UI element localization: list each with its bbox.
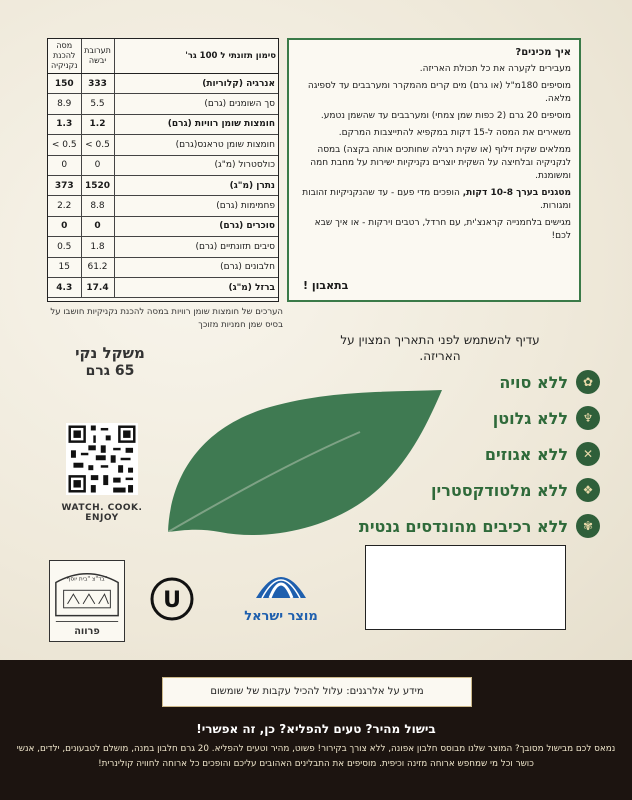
nutrient-prepared-value: 15: [48, 257, 81, 277]
nutrient-dry-value: 0: [81, 216, 114, 236]
nutrient-dry-value: 1.2: [81, 114, 114, 134]
free-from-item: [360, 508, 600, 544]
non-gmo-icon: ✾: [576, 514, 600, 538]
nutrient-prepared-value: 8.9: [48, 94, 81, 114]
nutrition-row: [48, 237, 278, 257]
nutrient-prepared-value: 0: [48, 216, 81, 236]
free-from-label: ללא מלטודקסטרין: [431, 480, 568, 500]
nutrition-header-label: סימון תזונתי ל 100 גר': [114, 39, 278, 74]
kosher-top-text: בד"צ "בית יוסף": [66, 576, 108, 583]
ou-kosher-icon: [150, 577, 194, 621]
nutrition-table: [47, 38, 279, 302]
nutrient-prepared-value: 0: [48, 155, 81, 175]
free-from-item: [360, 364, 600, 400]
nutrient-dry-value: 17.4: [81, 277, 114, 297]
nutrient-label: אנרגיה (קלוריות): [114, 74, 278, 94]
instruction-step: מוסיפים 180מ"ל (או גרם) מים קרים מהמקרר ומערבבים עד לספיגה מלאה.: [307, 81, 571, 104]
nutrition-row: [48, 216, 278, 236]
instruction-step: מוסיפים 20 גרם (2 כפות שמן צמחי) ומערבבים עד שהשמן נטמע.: [320, 111, 571, 121]
qr-caption: WATCH. COOK. ENJOY: [61, 503, 143, 523]
nutrient-prepared-value: 4.3: [48, 277, 81, 297]
instruction-step-bold: מטגנים בערך 10-8 דקות,: [462, 188, 571, 198]
nutrient-dry-value: 333: [81, 74, 114, 94]
free-from-label: ללא רכיבים מהונדסים גנטית: [358, 516, 568, 536]
preparation-instructions: [287, 38, 581, 302]
nutrition-row: [48, 135, 278, 155]
label-blank-box: [365, 545, 566, 630]
instruction-step: מעבירים לקערה את כל תכולת האריזה.: [419, 64, 571, 74]
soy-free-icon: ✿: [576, 370, 600, 394]
gluten-free-icon: ♆: [576, 406, 600, 430]
instruction-step-rest: הופכים מדי פעם - עד שהנקניקיות זהובות ומגורות.: [302, 188, 571, 211]
nutrition-header-dry: תערובת יבשה: [81, 39, 114, 74]
maltodextrin-free-icon: ❖: [576, 478, 600, 502]
nutrient-dry-value: 1.8: [81, 237, 114, 257]
nutrition-row: [48, 94, 278, 114]
instructions-title: איך מכינים?: [515, 47, 571, 58]
free-from-label: ללא גלוטן: [492, 408, 568, 428]
instruction-step: משאירים את המסה ל-15 דקות במקפיא להתייצבות המרקם.: [338, 128, 571, 138]
net-weight-value: 65 גרם: [85, 363, 135, 379]
instruction-step: ממלאים שקית זילוף (או שקית רגילה שחותכים אותה בקצה) במסה לנקניקיה ובלחיצה על השקית יוצרים נקניקיות ישירות על מחבת חמה ומשומנת.: [310, 145, 571, 181]
nutrient-label: חומצות שומן טראנס(גרם): [114, 135, 278, 155]
kosher-pareve-text: פרווה: [74, 626, 100, 638]
made-in-israel-logo: [240, 560, 322, 630]
net-weight: [60, 344, 160, 380]
nutrition-row: [48, 277, 278, 297]
free-from-item: [360, 436, 600, 472]
nutrient-dry-value: 0.5 >: [81, 135, 114, 155]
qr-code[interactable]: [66, 423, 138, 495]
nutrition-row: [48, 175, 278, 195]
nutrient-label: פחמימות (גרם): [114, 196, 278, 216]
nutrient-prepared-value: 0.5: [48, 237, 81, 257]
nutrient-label: סך השומנים (גרם): [114, 94, 278, 114]
free-from-item: [360, 400, 600, 436]
made-in-israel-text: מוצר ישראל: [244, 609, 318, 624]
storage-note: עדיף להשתמש לפני התאריך המצוין על האריזה.: [340, 333, 540, 363]
nutrient-prepared-value: 150: [48, 74, 81, 94]
nutrient-label: ברזל (מ"ג): [114, 277, 278, 297]
nutrient-prepared-value: 2.2: [48, 196, 81, 216]
nutrition-row: [48, 114, 278, 134]
instruction-step: [295, 187, 571, 213]
nutrient-dry-value: 5.5: [81, 94, 114, 114]
nutrition-note: הערכים של חומצות שומן רוויות במסה להכנת נקניקיות חושבו על בסיס שמן חמניות מזוכך: [50, 307, 283, 330]
free-from-item: [360, 472, 600, 508]
instruction-step: מגישים בלחמנייה קראנצ'ית, עם חרדל, רטבים וירקות - או איך שבא לכם!: [314, 218, 571, 241]
free-from-list: [360, 364, 600, 544]
nutrient-label: חומצות שומן רוויות (גרם): [114, 114, 278, 134]
nutrient-prepared-value: 0.5 >: [48, 135, 81, 155]
nutrient-label: חלבונים (גרם): [114, 257, 278, 277]
nutrient-label: כולסטרול (מ"ג): [114, 155, 278, 175]
nutrient-prepared-value: 373: [48, 175, 81, 195]
nutrient-prepared-value: 1.3: [48, 114, 81, 134]
nutrient-dry-value: 0: [81, 155, 114, 175]
bon-appetit: בתאבון !: [303, 279, 349, 292]
nutrient-label: סיבים תזונתיים (גרם): [114, 237, 278, 257]
nutrition-header-prepared: מסה להכנת נקניקיה: [48, 39, 81, 74]
nutrient-dry-value: 61.2: [81, 257, 114, 277]
nutrition-row: [48, 196, 278, 216]
nutrition-row: [48, 257, 278, 277]
product-description: נמאס לכם מבישול מסובך? המוצר שלנו מבוסס חלבון אפונה, ללא צורך בקירור! פשוט, מהיר וטעים להפליא. 20 גרם חלבון במנה, מושלם לטבעונים, ילדים, אנשי כושר וכל מי שמחפש ארוחה מזינה וכיפית. מוסיפים את התבלינים האהובים עליכם והופכים כל ארוחה לחוויה קולינרית!: [16, 744, 616, 769]
nutrition-row: [48, 155, 278, 175]
nutrient-dry-value: 8.8: [81, 196, 114, 216]
nutrition-row: [48, 74, 278, 94]
net-weight-label: משקל נקי: [75, 344, 145, 362]
allergen-info: מידע על אלרגנים: עלול להכיל עקבות של שומשום: [162, 677, 472, 707]
free-from-label: ללא סויה: [499, 372, 568, 392]
nutrient-label: סוכרים (גרם): [114, 216, 278, 236]
nutrient-dry-value: 1520: [81, 175, 114, 195]
ou-letter: U: [163, 588, 181, 613]
kosher-certification-logo: [49, 560, 125, 642]
free-from-label: ללא אגוזים: [484, 444, 568, 464]
nut-free-icon: ✕: [576, 442, 600, 466]
nutrient-label: נתרן (מ"ג): [114, 175, 278, 195]
slogan: בישול מהיר? טעים להפליא? כן, זה אפשרי!: [196, 722, 436, 736]
